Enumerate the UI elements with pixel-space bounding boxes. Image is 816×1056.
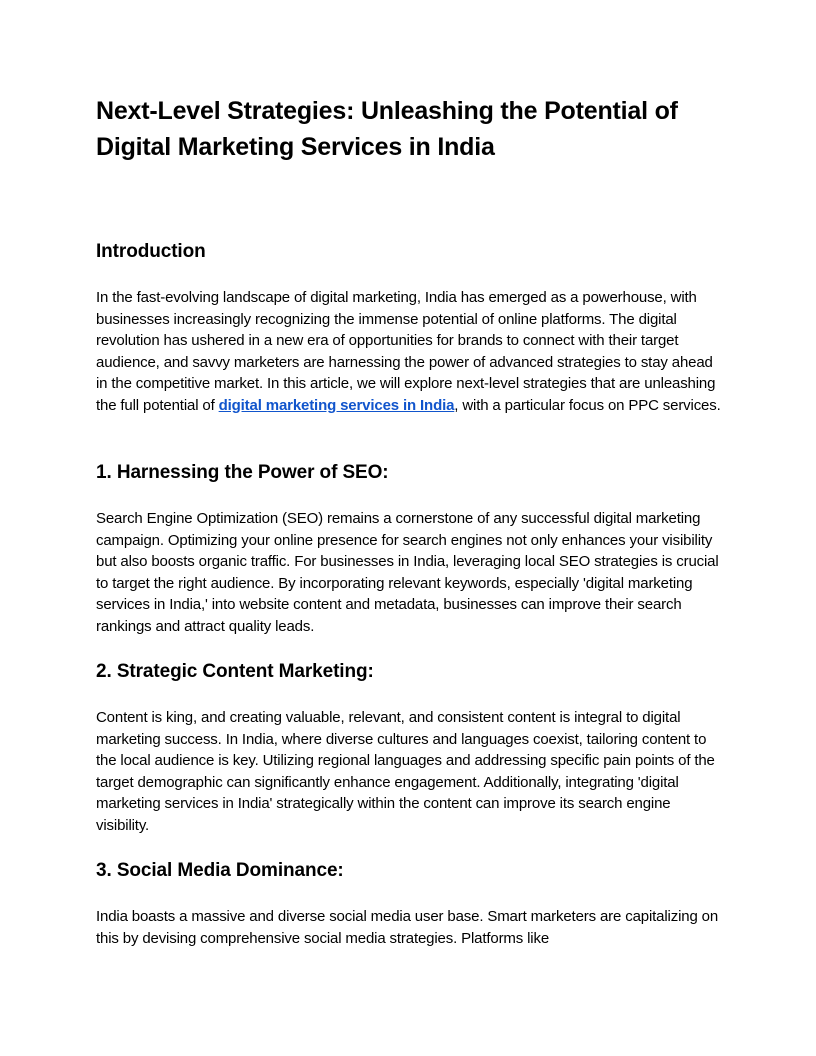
paragraph-text: In the fast-evolving landscape of digital marketing, India has emerged as a powerhouse, with businesses increasingly recognizing the immense potential of online platforms. The digital revolution has ushered in a new era of opportunities for brands to connect with their target audience, and savvy marketers are harnessing the power of advanced strategies to stay ahead in the competitive market. In this article, we will explore next-level strategies that are unleashing the full potential of [96, 289, 716, 414]
section-paragraph-seo: Search Engine Optimization (SEO) remains a cornerstone of any successful digital marketing campaign. Optimizing your online presence for search engines not only enhances your visibility but also boosts organic traffic. For businesses in India, leveraging local SEO strategies is crucial to target the right audience. By incorporating relevant keywords, especially 'digital marketing services in India,' into website content and metadata, businesses can improve their search rankings and attract quality leads. [96, 510, 719, 635]
paragraph-text: , with a particular focus on PPC services. [454, 396, 721, 414]
section-heading-social-media: 3. Social Media Dominance: [96, 860, 344, 881]
section-paragraph-introduction [96, 287, 726, 416]
section-heading-content-marketing: 2. Strategic Content Marketing: [96, 661, 374, 682]
document-title: Next-Level Strategies: Unleashing the Potential of Digital Marketing Services in India [96, 97, 678, 161]
section-heading-introduction: Introduction [96, 241, 206, 262]
section-heading-seo: 1. Harnessing the Power of SEO: [96, 462, 389, 483]
section-paragraph-social-media: India boasts a massive and diverse social media user base. Smart marketers are capitalizing on this by devising comprehensive social media strategies. Platforms like [96, 908, 719, 947]
section-paragraph-content-marketing: Content is king, and creating valuable, relevant, and consistent content is integral to digital marketing success. In India, where diverse cultures and languages coexist, tailoring content to the local audience is key. Utilizing regional languages and addressing specific pain points of the target demographic can significantly enhance engagement. Additionally, integrating 'digital marketing services in India' strategically within the content can improve its search engine visibility. [96, 709, 715, 834]
digital-marketing-services-link[interactable]: digital marketing services in India [218, 396, 455, 414]
